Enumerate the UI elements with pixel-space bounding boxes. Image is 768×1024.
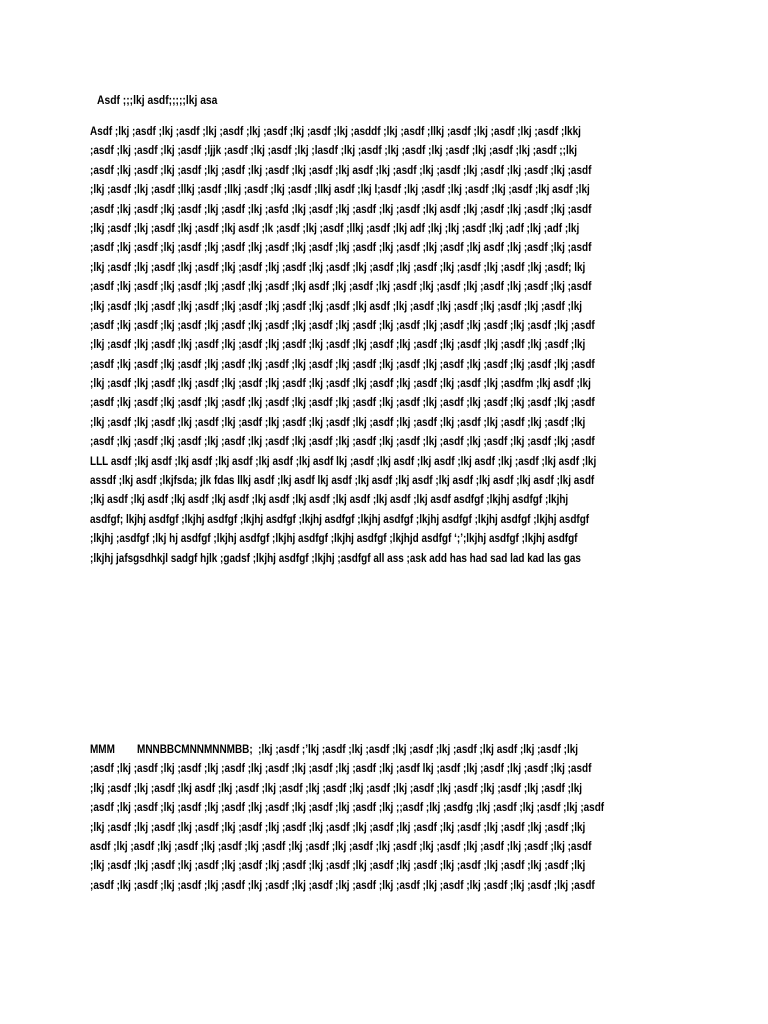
text-line: ;asdf ;lkj ;asdf ;lkj ;asdf ;lkj ;asdf ;lkj ;asdf ;lkj asdf ;lkj ;asdf ;lkj ;asdf ;lkj ;asdf ;lkj ;asdf ;lkj ;asdf ;lkj ;asdf (90, 279, 592, 294)
text-line: asdf ;lkj ;asdf ;lkj ;asdf ;lkj ;asdf ;lkj ;asdf ;lkj ;asdf ;lkj ;asdf ;lkj ;asdf ;lkj ;asdf ;lkj ;asdf ;lkj ;asdf ;lkj ;asdf (90, 838, 592, 853)
text-line: assdf ;lkj asdf ;lkjfsda; jlk fdas llkj asdf ;lkj asdf lkj asdf ;lkj asdf ;lkj asdf ;lkj asdf ;lkj asdf ;lkj asdf ;lkj asdf (90, 473, 595, 488)
text-line: asdfgf; lkjhj asdfgf ;lkjhj asdfgf ;lkjhj asdfgf ;lkjhj asdfgf ;lkjhj asdfgf ;lkjhj asdfgf ;lkjhj asdfgf ;lkjhj asdfgf (90, 511, 590, 526)
paragraph-1 (90, 122, 720, 568)
text-line: ;lkj ;asdf ;lkj ;asdf ;lkj asdf ;lkj ;asdf ;lkj ;asdf ;lkj ;asdf ;lkj ;asdf ;lkj ;asdf ;lkj ;asdf ;lkj ;asdf ;lkj ;asdf ;lkj (90, 780, 583, 795)
text-line: ;lkj ;asdf ;lkj ;asdf ;lkj ;asdf ;lkj asdf ;lk ;asdf ;lkj ;asdf ;llkj ;asdf ;lkj adf ;lkj ;lkj ;asdf ;lkj ;adf ;lkj ;adf ;lkj (90, 220, 580, 235)
document-heading: Asdf ;;;lkj asdf;;;;;lkj asa (97, 93, 218, 107)
text-line: ;asdf ;lkj ;asdf ;lkj ;asdf ;lkj ;asdf ;lkj ;asdf ;lkj ;asdf ;lkj ;asdf ;lkj ;asdf ;lkj ;asdf ;lkj ;asdf ;lkj ;asdf ;lkj ;asdf (90, 356, 595, 371)
text-line: ;asdf ;lkj ;asdf ;lkj ;asdf ;lkj ;asdf ;lkj ;asdf ;lkj ;asdf ;lkj ;asdf ;lkj ;asdf ;lkj ;asdf ;lkj ;asdf ;lkj ;asdf ;lkj ;asdf (90, 395, 595, 410)
text-line: ;lkj ;asdf ;lkj ;asdf ;lkj ;asdf ;lkj ;asdf ;lkj ;asdf ;lkj ;asdf ;lkj asdf ;lkj ;asdf ;lkj ;asdf ;lkj ;asdf ;lkj ;asdf ;lkj (90, 298, 583, 313)
text-line: ;asdf ;lkj ;asdf ;lkj ;asdf ;lkj ;asdf ;lkj ;asfd ;lkj ;asdf ;lkj ;asdf ;lkj ;asdf ;lkj asdf ;lkj ;asdf ;lkj ;asdf ;lkj ;asdf (90, 201, 592, 216)
text-line: ;lkj ;asdf ;lkj ;asdf ;lkj ;asdf ;lkj ;asdf ;lkj ;asdf ;lkj ;asdf ;lkj ;asdf ;lkj ;asdf ;lkj ;asdf ;lkj ;asdf ;lkj ;asdf ;lkj (90, 337, 586, 352)
text-line: ;lkj ;asdf ;lkj ;asdf ;lkj ;asdf ;lkj ;asdf ;lkj ;asdf ;lkj ;asdf ;lkj ;asdf ;lkj ;asdf ;lkj ;asdf ;lkj ;asdfm ;lkj asdf ;lkj (90, 376, 591, 391)
text-line: ;asdf ;lkj ;asdf ;lkj ;asdf ;lkj ;asdf ;lkj ;asdf ;lkj ;asdf ;lkj ;asdf ;lkj ;asdf ;lkj ;asdf ;lkj ;asdf ;lkj ;asdf ;lkj ;asdf (90, 434, 595, 449)
text-line: Asdf ;lkj ;asdf ;lkj ;asdf ;lkj ;asdf ;lkj ;asdf ;lkj ;asdf ;lkj ;asddf ;lkj ;asdf ;llkj ;asdf ;lkj ;asdf ;lkj ;asdf ;lkkj (90, 124, 581, 138)
text-line: LLL asdf ;lkj asdf ;lkj asdf ;lkj asdf ;lkj asdf ;lkj asdf lkj ;asdf ;lkj asdf ;lkj asdf ;lkj asdf ;lkj ;asdf ;lkj asdf ;lkj (90, 453, 597, 468)
text-line: ;asdf ;lkj ;asdf ;lkj ;asdf ;lkj ;asdf ;lkj ;asdf ;lkj ;asdf ;lkj ;asdf ;lkj ;asdf ;lkj ;asdf ;lkj ;asdf ;lkj ;asdf ;lkj ;asdf (90, 317, 595, 332)
text-line: ;lkj ;asdf ;lkj ;asdf ;lkj ;asdf ;lkj ;asdf ;lkj ;asdf ;lkj ;asdf ;lkj ;asdf ;lkj ;asdf ;lkj ;asdf ;lkj ;asdf ;lkj ;asdf; lkj (90, 259, 586, 274)
text-line: ;asdf ;lkj ;asdf ;lkj ;asdf ;lkj ;asdf ;lkj ;asdf ;lkj ;asdf ;lkj ;asdf ;lkj ;asdf lkj ;asdf ;lkj ;asdf ;lkj ;asdf ;lkj ;asdf (90, 761, 592, 776)
text-line: ;lkj ;asdf ;lkj ;asdf ;llkj ;asdf ;llkj ;asdf ;lkj ;asdf ;llkj asdf ;lkj l;asdf ;lkj ;asdf ;lkj ;asdf ;lkj ;asdf ;lkj asdf ;lkj (90, 182, 590, 197)
text-line: ;lkj ;asdf ;lkj ;asdf ;lkj ;asdf ;lkj ;asdf ;lkj ;asdf ;lkj ;asdf ;lkj ;asdf ;lkj ;asdf ;lkj ;asdf ;lkj ;asdf ;lkj ;asdf ;lkj (90, 414, 586, 429)
text-line: ;lkj asdf ;lkj asdf ;lkj asdf ;lkj asdf ;lkj asdf ;lkj asdf ;lkj asdf ;lkj asdf ;lkj asdf asdfgf ;lkjhj asdfgf ;lkjhj (90, 492, 569, 507)
text-line: ;lkj ;asdf ;lkj ;asdf ;lkj ;asdf ;lkj ;asdf ;lkj ;asdf ;lkj ;asdf ;lkj ;asdf ;lkj ;asdf ;lkj ;asdf ;lkj ;asdf ;lkj ;asdf ;lkj (90, 858, 586, 873)
text-line: ;asdf ;lkj ;asdf ;lkj ;asdf ;lkj ;asdf ;lkj ;asdf ;lkj ;asdf ;lkj ;asdf ;lkj ;asdf ;lkj ;asdf ;lkj asdf ;lkj ;asdf ;lkj ;asdf (90, 240, 592, 255)
text-line: ;asdf ;lkj ;asdf ;lkj ;asdf ;ljjk ;asdf ;lkj ;asdf ;lkj ;lasdf ;lkj ;asdf ;lkj ;asdf ;lkj ;asdf ;lkj ;asdf ;lkj ;asdf ;;lkj (90, 143, 578, 158)
text-line: ;lkjhj ;asdfgf ;lkj hj asdfgf ;lkjhj asdfgf ;lkjhj asdfgf ;lkjhj asdfgf ;lkjhjd asdfgf ‘;’;lkjhj asdfgf ;lkjhj asdfgf (90, 531, 578, 546)
paragraph-2 (90, 740, 720, 895)
text-line: ;asdf ;lkj ;asdf ;lkj ;asdf ;lkj ;asdf ;lkj ;asdf ;lkj ;asdf ;lkj ;asdf ;lkj ;asdf ;lkj ;asdf ;lkj ;asdf ;lkj ;asdf ;lkj ;asdf (90, 877, 595, 892)
text-line: ;lkjhj jafsgsdhkjl sadgf hjlk ;gadsf ;lkjhj asdfgf ;lkjhj ;asdfgf all ass ;ask add has had sad lad kad las gas (90, 550, 581, 565)
text-line: MMM MNNBBCMNNMNNMBB; ;lkj ;asdf ;’lkj ;asdf ;lkj ;asdf ;lkj ;asdf ;lkj ;asdf ;lkj asdf ;lkj ;asdf ;lkj (90, 742, 579, 756)
text-line: ;lkj ;asdf ;lkj ;asdf ;lkj ;asdf ;lkj ;asdf ;lkj ;asdf ;lkj ;asdf ;lkj ;asdf ;lkj ;asdf ;lkj ;asdf ;lkj ;asdf ;lkj ;asdf ;lkj (90, 819, 586, 834)
text-line: ;asdf ;lkj ;asdf ;lkj ;asdf ;lkj ;asdf ;lkj ;asdf ;lkj ;asdf ;lkj asdf ;lkj ;asdf ;lkj ;asdf ;lkj ;asdf ;lkj ;asdf ;lkj ;asdf (90, 162, 592, 177)
text-line: ;asdf ;lkj ;asdf ;lkj ;asdf ;lkj ;asdf ;lkj ;asdf ;lkj ;asdf ;lkj ;asdf ;lkj ;;asdf ;lkj ;asdfg ;lkj ;asdf ;lkj ;asdf ;lkj ;asdf (90, 800, 605, 815)
